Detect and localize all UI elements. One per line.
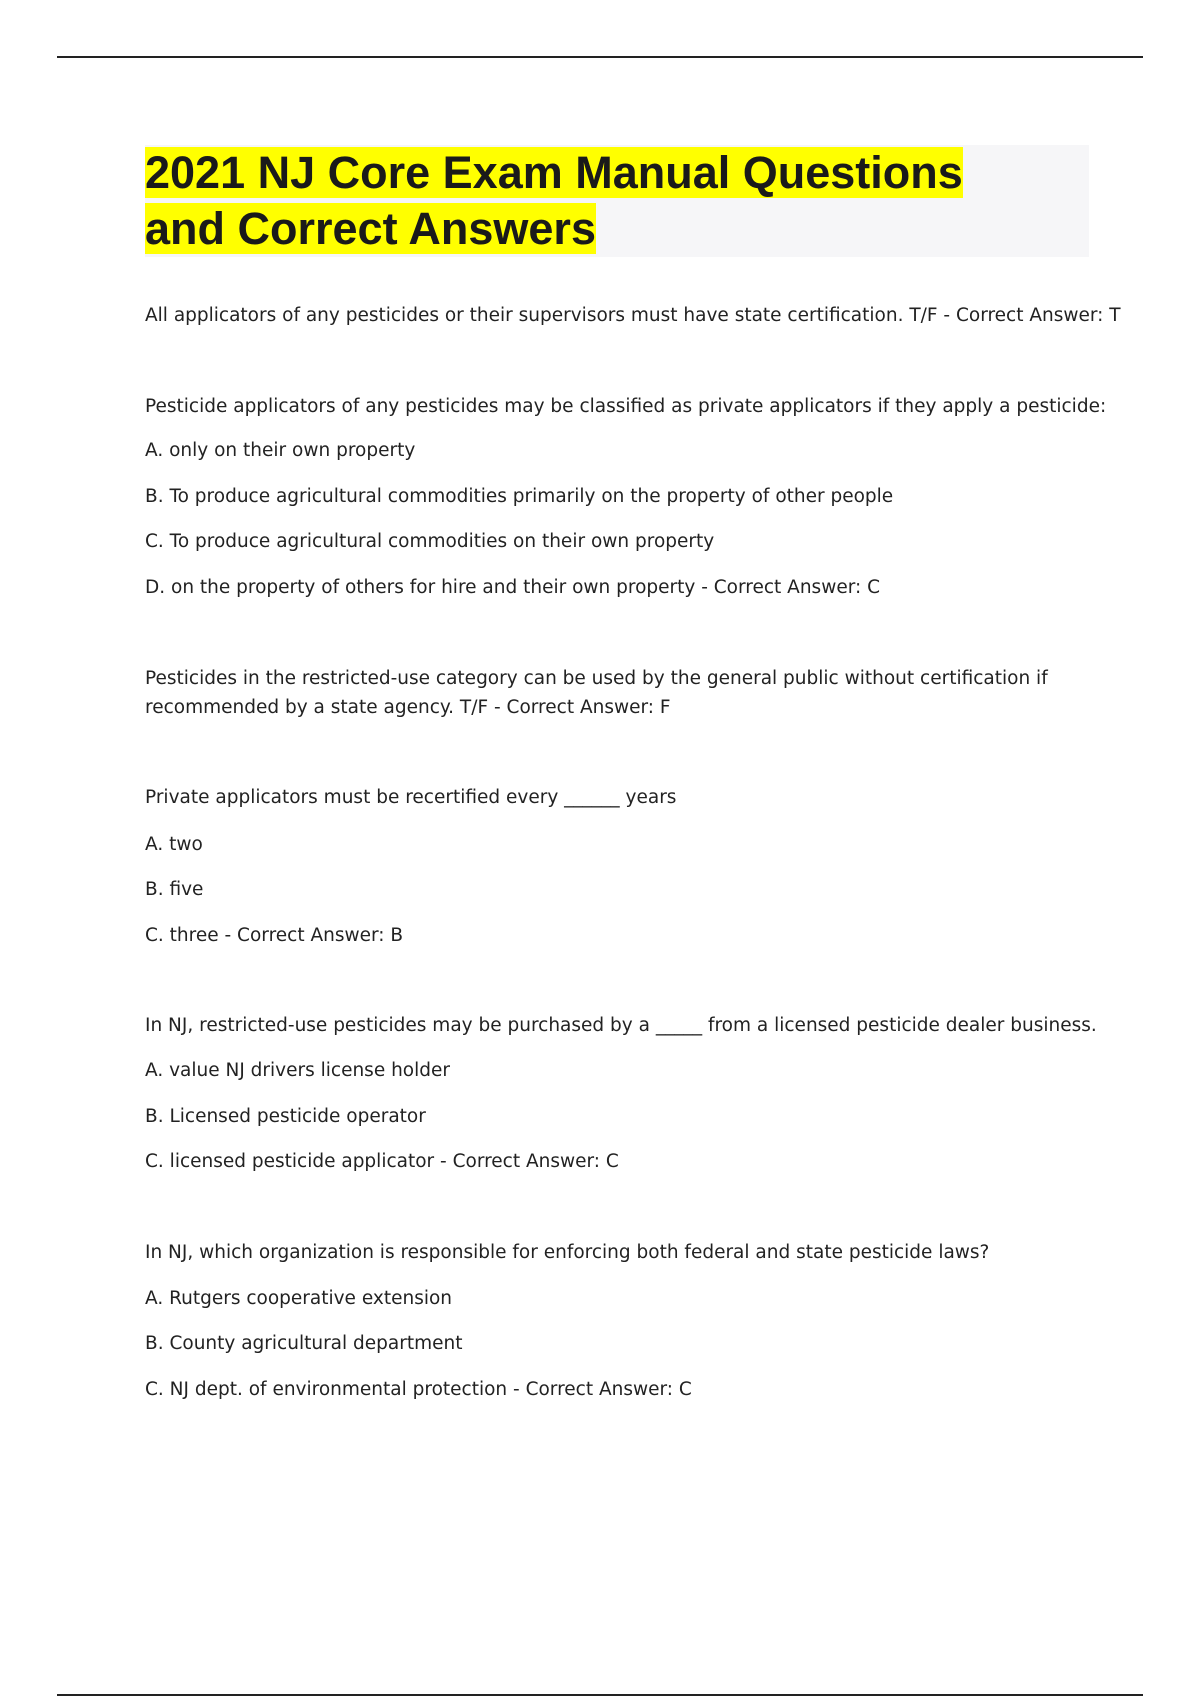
question-4-option-c: C. three - Correct Answer: B (145, 925, 404, 946)
question-5-option-c: C. licensed pesticide applicator - Correct Answer: C (145, 1151, 619, 1172)
title-line-1: 2021 NJ Core Exam Manual Questions (145, 147, 963, 198)
question-2-option-a: A. only on their own property (145, 440, 416, 461)
top-rule (57, 56, 1143, 58)
question-3-text-line-2: recommended by a state agency. T/F - Correct Answer: F (145, 697, 671, 718)
question-2-option-b: B. To produce agricultural commodities primarily on the property of other people (145, 486, 894, 507)
question-6-text: In NJ, which organization is responsible for enforcing both federal and state pesticide laws? (145, 1242, 990, 1263)
question-2-option-d: D. on the property of others for hire and their own property - Correct Answer: C (145, 577, 881, 598)
question-4-option-b: B. five (145, 879, 204, 900)
page-title (145, 145, 1089, 257)
question-3-text-line-1: Pesticides in the restricted-use category can be used by the general public without certification if (145, 668, 1048, 689)
bottom-rule (57, 1694, 1143, 1696)
question-2-option-c: C. To produce agricultural commodities on their own property (145, 531, 715, 552)
question-5-text: In NJ, restricted-use pesticides may be purchased by a _____ from a licensed pesticide dealer business. (145, 1015, 1097, 1036)
question-5-option-b: B. Licensed pesticide operator (145, 1106, 426, 1127)
question-6-option-b: B. County agricultural department (145, 1333, 463, 1354)
question-4-text: Private applicators must be recertified every ______ years (145, 787, 677, 808)
title-line-2: and Correct Answers (145, 203, 596, 254)
question-5-option-a: A. value NJ drivers license holder (145, 1060, 450, 1081)
question-6-option-a: A. Rutgers cooperative extension (145, 1288, 453, 1309)
question-4-option-a: A. two (145, 834, 203, 855)
question-2-text: Pesticide applicators of any pesticides may be classified as private applicators if they apply a pesticide: (145, 396, 1107, 417)
title-block (145, 145, 1089, 257)
question-6-option-c: C. NJ dept. of environmental protection - Correct Answer: C (145, 1379, 692, 1400)
question-1-text: All applicators of any pesticides or their supervisors must have state certification. T/F - Correct Answer: T (145, 305, 1121, 326)
